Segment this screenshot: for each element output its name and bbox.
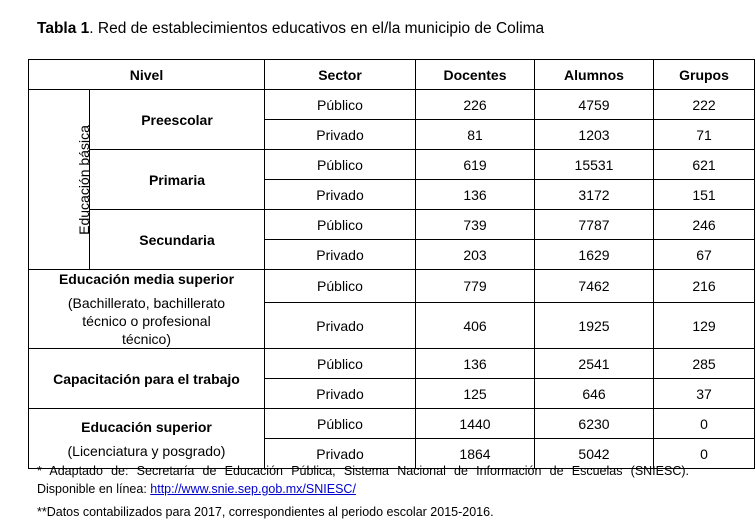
cell-alumnos: 646	[535, 379, 654, 409]
cell-grupos: 246	[654, 210, 755, 240]
cell-docentes: 136	[416, 349, 535, 379]
cell-docentes: 81	[416, 120, 535, 150]
caption-label: Tabla 1	[37, 20, 90, 37]
table-row	[29, 409, 755, 439]
source-note-text: * Adaptado de: Secretaría de Educación Pública, Sistema Nacional de Información de Escuelas (SNIESC). Disponible en línea:	[37, 464, 689, 496]
cell-docentes: 406	[416, 303, 535, 349]
cell-sector: Público	[265, 150, 416, 180]
cell-grupos: 285	[654, 349, 755, 379]
cell-sector: Público	[265, 210, 416, 240]
cell-grupos: 0	[654, 439, 755, 469]
cell-grupos: 216	[654, 270, 755, 303]
cell-docentes: 125	[416, 379, 535, 409]
media-superior-label: Educación media superior	[58, 271, 235, 287]
cell-sector: Privado	[265, 240, 416, 270]
cell-alumnos: 5042	[535, 439, 654, 469]
cell-sector: Público	[265, 270, 416, 303]
header-sector: Sector	[265, 60, 416, 90]
cell-grupos: 222	[654, 90, 755, 120]
level-preescolar: Preescolar	[90, 90, 265, 150]
cell-alumnos: 4759	[535, 90, 654, 120]
cell-alumnos: 1203	[535, 120, 654, 150]
cell-alumnos: 1925	[535, 303, 654, 349]
cell-alumnos: 7787	[535, 210, 654, 240]
cell-grupos: 129	[654, 303, 755, 349]
cell-alumnos: 7462	[535, 270, 654, 303]
cell-alumnos: 3172	[535, 180, 654, 210]
cell-docentes: 203	[416, 240, 535, 270]
cell-sector: Privado	[265, 439, 416, 469]
education-table	[28, 59, 755, 469]
cell-alumnos: 2541	[535, 349, 654, 379]
cell-alumnos: 1629	[535, 240, 654, 270]
cell-grupos: 71	[654, 120, 755, 150]
cell-sector: Público	[265, 90, 416, 120]
table-caption	[37, 20, 544, 38]
table-row	[29, 270, 755, 303]
table-row	[29, 150, 755, 180]
cell-grupos: 621	[654, 150, 755, 180]
caption-text: . Red de establecimientos educativos en el/la municipio de Colima	[89, 20, 545, 37]
table-row	[29, 210, 755, 240]
level-superior	[29, 409, 265, 469]
data-note: **Datos contabilizados para 2017, correspondientes al periodo escolar 2015-2016.	[37, 505, 494, 519]
header-grupos: Grupos	[654, 60, 755, 90]
cell-alumnos: 6230	[535, 409, 654, 439]
cell-sector: Público	[265, 349, 416, 379]
cell-docentes: 136	[416, 180, 535, 210]
level-media-superior	[29, 270, 265, 349]
cell-sector: Privado	[265, 180, 416, 210]
header-nivel: Nivel	[29, 60, 265, 90]
header-docentes: Docentes	[416, 60, 535, 90]
cell-docentes: 1864	[416, 439, 535, 469]
cell-sector: Privado	[265, 379, 416, 409]
cell-grupos: 151	[654, 180, 755, 210]
basica-group-cell	[29, 90, 90, 270]
basica-label: Educación básica	[75, 124, 92, 235]
table-row	[29, 349, 755, 379]
cell-sector: Público	[265, 409, 416, 439]
level-secundaria: Secundaria	[90, 210, 265, 270]
cell-sector: Privado	[265, 303, 416, 349]
source-note	[37, 462, 689, 498]
cell-docentes: 779	[416, 270, 535, 303]
cell-grupos: 37	[654, 379, 755, 409]
cell-grupos: 0	[654, 409, 755, 439]
cell-docentes: 226	[416, 90, 535, 120]
source-link[interactable]: http://www.snie.sep.gob.mx/SNIESC/	[150, 482, 356, 496]
table-row	[29, 90, 755, 120]
cell-sector: Privado	[265, 120, 416, 150]
superior-label: Educación superior	[81, 418, 212, 435]
cell-alumnos: 15531	[535, 150, 654, 180]
header-row	[29, 60, 755, 90]
level-primaria: Primaria	[90, 150, 265, 210]
cell-docentes: 739	[416, 210, 535, 240]
superior-sub: (Licenciatura y posgrado)	[67, 442, 226, 459]
cell-docentes: 619	[416, 150, 535, 180]
level-capacitacion: Capacitación para el trabajo	[29, 349, 265, 409]
cell-docentes: 1440	[416, 409, 535, 439]
header-alumnos: Alumnos	[535, 60, 654, 90]
cell-grupos: 67	[654, 240, 755, 270]
media-superior-sub: (Bachillerato, bachillerato técnico o profesional técnico)	[67, 295, 226, 347]
